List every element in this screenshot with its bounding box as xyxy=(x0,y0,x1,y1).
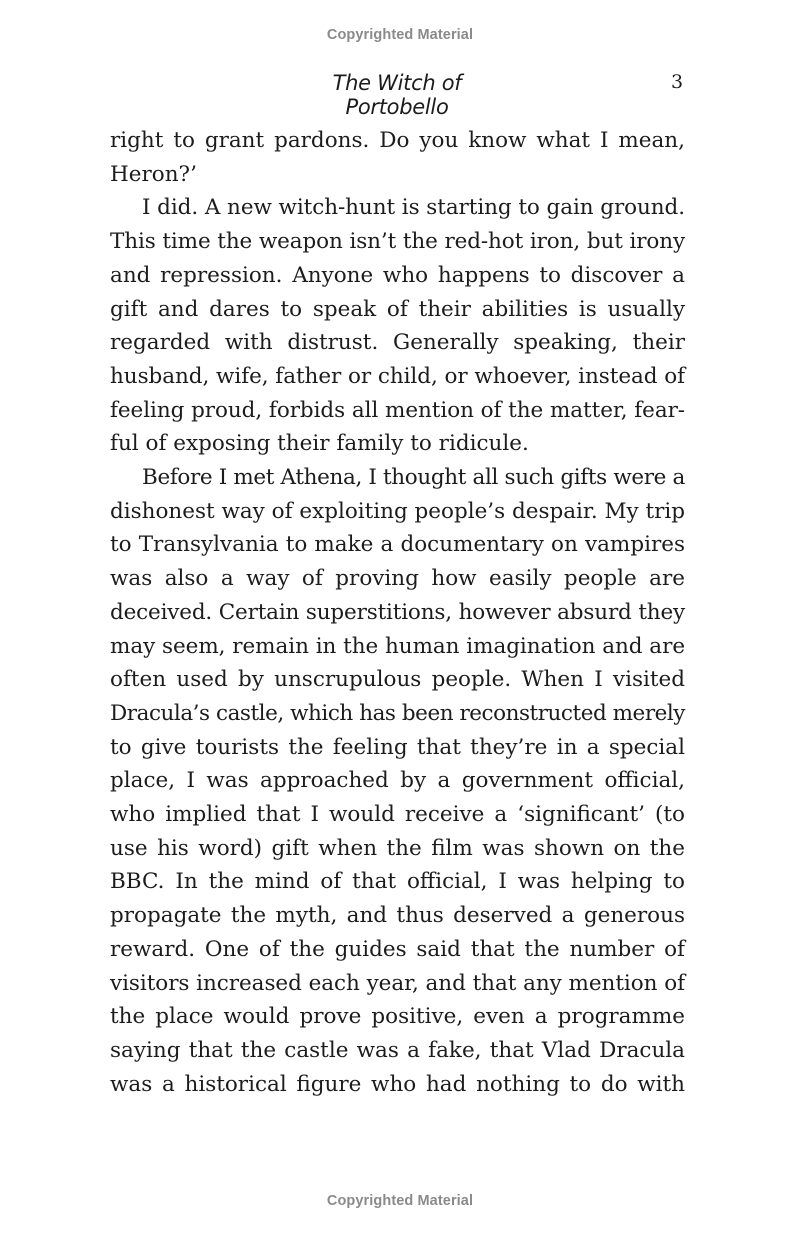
text-line: ful of exposing their family to ridicule. xyxy=(110,431,529,457)
text-line: place, I was approached by a government official, xyxy=(110,768,685,794)
text-line: who implied that I would receive a ‘significant’ (to xyxy=(110,802,685,828)
paragraph xyxy=(110,124,685,191)
text-line: BBC. In the mind of that official, I was helping to xyxy=(110,869,685,895)
text-line: regarded with distrust. Generally speaking, their xyxy=(110,330,685,356)
copyright-watermark-top: Copyrighted Material xyxy=(326,27,474,43)
copyright-watermark-bottom: Copyrighted Material xyxy=(326,1193,474,1209)
text-line: to give tourists the feeling that they’re in a special xyxy=(110,734,685,760)
book-title: The Witch of Portobello xyxy=(332,71,462,119)
text-line: Before I met Athena, I thought all such gifts were a xyxy=(142,465,685,491)
text-line: This time the weapon isn’t the red-hot iron, but irony xyxy=(110,229,685,255)
text-line: gift and dares to speak of their abilities is usually xyxy=(110,296,685,322)
text-line: feeling proud, forbids all mention of the matter, fear- xyxy=(110,397,685,423)
text-line: right to grant pardons. Do you know what I mean, xyxy=(110,128,685,153)
text-line: visitors increased each year, and that any mention of xyxy=(110,970,686,996)
text-line: use his word) gift when the film was shown on the xyxy=(110,835,685,861)
text-line: often used by unscrupulous people. When I visited xyxy=(110,667,685,693)
text-line: to Transylvania to make a documentary on vampires xyxy=(110,532,685,558)
text-line: Dracula’s castle, which has been reconstructed merely xyxy=(110,700,685,726)
paragraph xyxy=(110,461,685,1101)
text-line: husband, wife, father or child, or whoever, instead of xyxy=(110,363,686,389)
text-line: deceived. Certain superstitions, however absurd they xyxy=(110,599,686,625)
text-line: propagate the myth, and thus deserved a generous xyxy=(110,903,685,929)
paragraph xyxy=(110,191,685,461)
text-line: the place would prove positive, even a programme xyxy=(110,1004,685,1030)
running-head xyxy=(0,68,800,119)
text-line: and repression. Anyone who happens to discover a xyxy=(110,262,685,288)
text-line: dishonest way of exploiting people’s despair. My trip xyxy=(110,498,685,524)
text-line: saying that the castle was a fake, that Vlad Dracula xyxy=(110,1037,685,1063)
text-line: reward. One of the guides said that the number of xyxy=(110,936,685,962)
text-line: was a historical figure who had nothing to do with xyxy=(110,1071,685,1097)
page-number: 3 xyxy=(671,71,684,93)
text-line: I did. A new witch-hunt is starting to gain ground. xyxy=(142,195,685,221)
text-line: was also a way of proving how easily people are xyxy=(110,566,685,592)
text-line: may seem, remain in the human imagination and are xyxy=(110,633,685,659)
body-text xyxy=(110,124,685,1101)
text-line: Heron?’ xyxy=(110,161,197,187)
